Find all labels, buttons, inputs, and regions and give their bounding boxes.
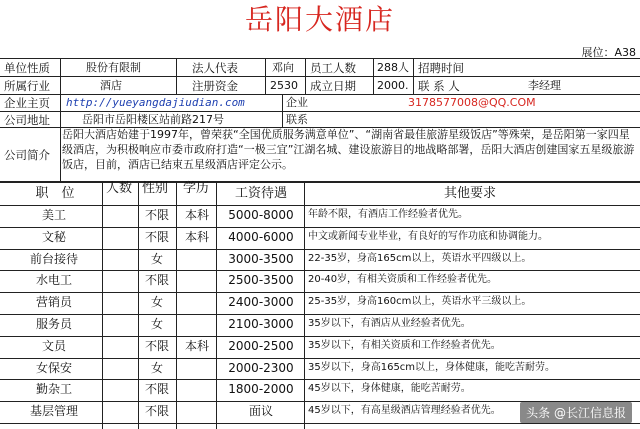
founded: 2000. [377,79,409,92]
job-count [104,379,136,401]
job-other: 22-35岁，身高165cm以上，英语水平四级以上。 [308,252,532,264]
job-salary: 4000-6000 [228,229,294,244]
job-count [104,292,136,314]
capital-label: 注册资金 [192,79,238,93]
capital: 2530 [270,79,298,92]
job-education [178,401,216,423]
job-position: 勤杂工 [35,382,72,397]
job-education [178,249,216,271]
unit-nature-label: 单位性质 [4,61,50,75]
job-count [104,401,136,423]
col-other: 其他要求 [443,186,496,201]
job-salary: 2100-3000 [228,317,294,331]
job-salary: 3000-3500 [228,251,294,266]
job-gender: 不限 [144,273,169,288]
job-position: 前台接待 [29,251,78,266]
legal-rep: 邓向 [272,61,294,74]
intro-label: 公司简介 [4,148,50,162]
job-position: 文员 [41,338,66,353]
job-gender: 不限 [144,338,169,353]
homepage-label: 企业主页 [4,96,50,110]
col-count: 人数 [105,181,132,196]
col-gender: 性别 [141,181,168,196]
staff-count-label: 员工人数 [310,61,356,75]
job-other: 35岁以下，有相关资质和工作经验者优先。 [308,339,501,351]
job-gender: 不限 [144,404,169,419]
job-gender: 女 [150,360,163,375]
job-gender: 女 [150,295,163,310]
job-other: 20-40岁，有相关资质和工作经验者优先。 [308,274,498,286]
contact-label: 联 系 人 [418,79,460,93]
booth-number: 展位：A38 [581,46,636,59]
job-gender: 女 [150,317,163,331]
col-position: 职 位 [35,186,75,201]
job-position: 女保安 [35,360,72,375]
job-salary: 1800-2000 [228,382,294,397]
address: 岳阳市岳阳楼区站前路217号 [82,113,224,126]
job-education [178,270,216,292]
job-other: 35岁以下，身高165cm以上，身体健康，能吃苦耐劳。 [308,361,556,373]
homepage-link[interactable]: http://yueyangdajiudian.com [66,96,245,109]
address-label: 公司地址 [4,113,50,127]
job-education [178,314,216,336]
watermark: 头条 @长江信息报 [520,402,632,423]
job-education: 本科 [184,338,209,353]
col-salary: 工资待遇 [234,186,287,201]
job-other: 年龄不限，有酒店工作经验者优先。 [308,209,468,220]
job-salary: 5000-8000 [228,208,294,222]
job-education: 本科 [184,208,209,222]
job-education [178,292,216,314]
job-position: 水电工 [35,273,72,288]
job-education [178,379,216,401]
job-count [104,270,136,292]
job-other: 45岁以下，身体健康，能吃苦耐劳。 [308,383,471,395]
staff-count: 288人 [377,61,409,74]
founded-label: 成立日期 [310,79,356,93]
job-salary: 面议 [248,404,273,419]
job-salary: 2000-2300 [228,360,294,375]
job-count [104,314,136,336]
email[interactable]: 3178577008@QQ.COM [408,96,536,109]
recruit-time-label: 招聘时间 [418,61,464,75]
job-position: 服务员 [35,317,72,331]
page-title: 岳阳大酒店 [244,3,395,36]
job-position: 美工 [41,208,66,222]
job-education: 本科 [184,229,209,244]
job-position: 营销员 [35,295,72,310]
job-salary: 2400-3000 [228,295,294,310]
job-education [178,358,216,380]
unit-nature: 股份有限制 [86,61,141,74]
job-other: 中文或新闻专业毕业，有良好的写作功底和协调能力。 [308,230,548,242]
job-count [104,249,136,271]
job-position: 基层管理 [29,404,78,419]
job-gender: 不限 [144,229,169,244]
job-gender: 不限 [144,208,169,222]
job-count [104,358,136,380]
address-suffix: 联系 [286,113,308,126]
company-intro: 岳阳大酒店始建于1997年，曾荣获“全国优质服务满意单位”、“湖南省最佳旅游星级饭店”等殊荣，是岳阳第一家四星级酒店，为积极响应市委市政府打造“一极三宜”江湖名城、建设旅游目的地战略部署，岳阳大酒店创建国家五星级旅游饭店，目前，酒店已结束五星级酒店评定公示。 [62,128,635,171]
job-position: 文秘 [41,229,66,244]
homepage-suffix: 企业 [286,96,308,109]
job-count [104,336,136,358]
job-count [104,227,136,249]
job-salary: 2500-3500 [228,273,294,288]
legal-rep-label: 法人代表 [192,61,238,75]
job-gender: 女 [150,251,163,266]
job-other: 25-35岁，身高160cm以上，英语水平三级以上。 [308,296,532,308]
job-other: 45岁以下，有高星级酒店管理经验者优先。 [308,405,501,417]
col-education: 学历 [182,181,209,196]
job-gender: 不限 [144,382,169,397]
industry-label: 所属行业 [4,79,50,93]
industry: 酒店 [100,79,122,92]
job-other: 35岁以下，有酒店从业经验者优先。 [308,318,471,329]
contact: 李经理 [528,79,561,92]
job-count [104,205,136,227]
job-salary: 2000-2500 [228,338,294,353]
